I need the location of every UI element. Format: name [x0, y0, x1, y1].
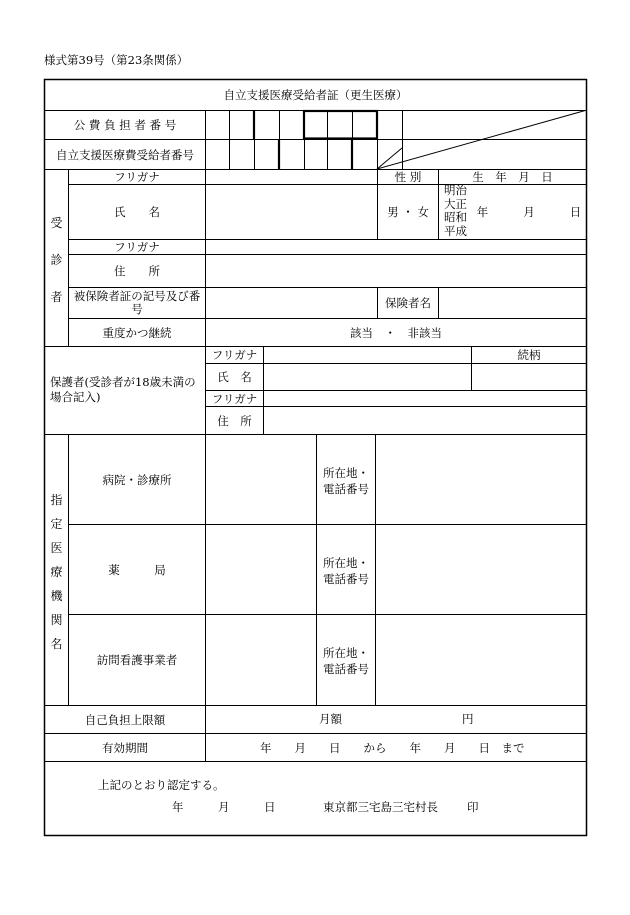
birthdate-ymd[interactable]: 年 月 日	[476, 205, 586, 219]
pharmacy-label: 薬 局	[108, 562, 166, 577]
insurance-id-field[interactable]	[206, 288, 377, 318]
era-list	[444, 184, 474, 238]
visiting-nurse-name-field[interactable]	[206, 615, 316, 705]
institution-char: 指	[50, 493, 63, 507]
hospital-label: 病院・診療所	[102, 472, 172, 487]
location-line: 所在地・	[323, 556, 369, 570]
location-line: 所在地・	[323, 646, 369, 660]
name-field[interactable]	[206, 185, 377, 239]
hospital-location-label	[323, 465, 369, 497]
validity-period-field[interactable]: 年 月 日 から 年 月 日 まで	[260, 740, 525, 755]
severe-continuation-label: 重度かつ継続	[102, 325, 172, 340]
hospital-location-field[interactable]	[376, 435, 586, 524]
institution-char: 機	[50, 589, 63, 603]
seal-mark: 印	[467, 800, 479, 814]
sex-label: 性 別	[394, 170, 422, 184]
institution-char: 療	[50, 565, 63, 579]
furigana-address-field[interactable]	[206, 240, 586, 254]
patient-char: 受	[50, 216, 63, 230]
phone-line: 電話番号	[323, 482, 369, 496]
monthly-label: 月額	[319, 712, 342, 726]
certification-text: 上記のとおり認定する。	[98, 778, 225, 792]
furigana-name-field[interactable]	[206, 170, 377, 184]
sex-options[interactable]: 男 ・ 女	[387, 205, 429, 219]
institution-char: 関	[50, 613, 63, 627]
form-number: 様式第39号（第23条関係）	[44, 53, 189, 67]
guardian-address-label: 住 所	[217, 413, 252, 428]
phone-line: 電話番号	[323, 662, 369, 676]
guardian-label: 保護者(受診者が18歳未満の場合記入)	[50, 375, 196, 404]
yen-label: 円	[462, 712, 474, 726]
phone-line: 電話番号	[323, 572, 369, 586]
era-showa[interactable]: 昭和	[444, 210, 467, 224]
pharmacy-location-label	[323, 555, 369, 587]
form-title: 自立支援医療受給者証（更生医療）	[223, 88, 408, 102]
issue-date: 年 月 日	[172, 800, 276, 814]
guardian-name-field[interactable]	[264, 364, 471, 390]
furigana-label: フリガナ	[114, 170, 160, 184]
guardian-address-field[interactable]	[264, 407, 586, 434]
address-field[interactable]	[206, 255, 586, 287]
institution-char: 定	[50, 517, 63, 531]
validity-label: 有効期間	[102, 740, 148, 755]
public-payer-number-field[interactable]	[206, 111, 402, 139]
copay-limit-label: 自己負担上限額	[84, 712, 166, 727]
recipient-number-field[interactable]	[206, 140, 377, 169]
recipient-number-label: 自立支援医療費受給者番号	[56, 147, 194, 162]
address-label: 住 所	[114, 264, 160, 278]
severe-continuation-options[interactable]: 該当 ・ 非該当	[350, 325, 442, 340]
pharmacy-name-field[interactable]	[206, 525, 316, 614]
patient-section-label	[45, 170, 68, 346]
guardian-furigana-field[interactable]	[264, 347, 471, 363]
institution-section-label	[45, 435, 68, 705]
copay-amount-field[interactable]	[352, 706, 460, 733]
era-taisho[interactable]: 大正	[444, 196, 467, 211]
insurance-id-label: 被保険者証の記号及び番号	[73, 289, 201, 316]
guardian-relation-label: 続柄	[517, 348, 541, 362]
furigana-address-label: フリガナ	[114, 240, 160, 254]
insurer-name-label: 保険者名	[385, 296, 431, 310]
public-payer-number-label: 公 費 負 担 者 番 号	[73, 118, 177, 132]
patient-char: 者	[50, 290, 63, 304]
guardian-furigana-address-field[interactable]	[264, 391, 586, 406]
location-line: 所在地・	[323, 466, 369, 480]
pharmacy-location-field[interactable]	[376, 525, 586, 614]
guardian-name-label: 氏 名	[217, 370, 252, 384]
institution-char: 医	[50, 541, 63, 555]
guardian-furigana-label: フリガナ	[211, 348, 258, 362]
visiting-nurse-location-field[interactable]	[376, 615, 586, 705]
guardian-furigana-address-label: フリガナ	[211, 391, 258, 406]
issuer-name: 東京都三宅島三宅村長	[323, 800, 438, 814]
era-heisei[interactable]: 平成	[444, 223, 467, 238]
insurer-name-field[interactable]	[439, 288, 586, 318]
visiting-nurse-location-label	[323, 645, 369, 677]
guardian-relation-field[interactable]	[472, 364, 586, 390]
patient-char: 診	[50, 253, 63, 267]
visiting-nurse-label: 訪問看護事業者	[96, 653, 178, 667]
institution-char: 名	[50, 637, 63, 651]
hospital-name-field[interactable]	[206, 435, 316, 524]
era-meiji[interactable]: 明治	[444, 183, 467, 197]
name-label: 氏 名	[114, 205, 160, 219]
birthdate-label: 生 年 月 日	[472, 170, 553, 184]
